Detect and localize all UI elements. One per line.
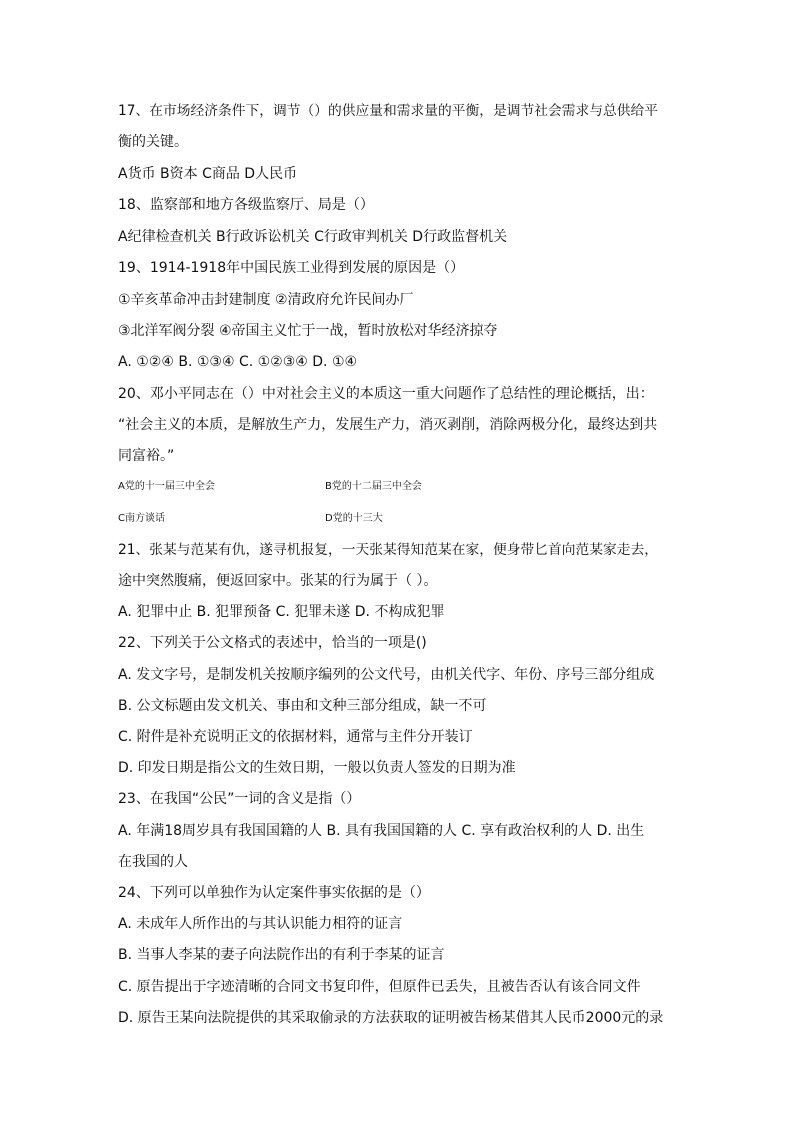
q22-option-c: C. 附件是补充说明正文的依据材料，通常与主件分开装订 xyxy=(118,729,473,745)
q23-options-line2: 在我国的人 xyxy=(118,854,188,870)
q21-stem-line2: 途中突然腹痛，便返回家中。张某的行为属于（ ）。 xyxy=(118,573,438,589)
q20-options-row1 xyxy=(118,477,678,497)
q23-options-line1: A. 年满18周岁具有我国国籍的人 B. 具有我国国籍的人 C. 享有政治权利的人 D. 出生 xyxy=(118,823,645,839)
q24-stem: 24、下列可以单独作为认定案件事实依据的是（） xyxy=(118,885,430,901)
q19-options: A. ①②④ B. ①③④ C. ①②③④ D. ①④ xyxy=(118,354,358,370)
q17-stem-line2: 衡的关键。 xyxy=(118,134,188,150)
q22-stem: 22、下列关于公文格式的表述中，恰当的一项是() xyxy=(118,635,427,651)
q22-option-b: B. 公文标题由发文机关、事由和文种三部分组成，缺一不可 xyxy=(118,698,487,714)
q20-option-b: B党的十二届三中全会 xyxy=(325,481,422,492)
q17-stem-line1: 17、在市场经济条件下，调节（）的供应量和需求量的平衡，是调节社会需求与总供给平 xyxy=(118,103,658,119)
q18-options: A纪律检查机关 B行政诉讼机关 C行政审判机关 D行政监督机关 xyxy=(118,229,508,245)
q24-option-d: D. 原告王某向法院提供的其采取偷录的方法获取的证明被告杨某借其人民币2000元的录 xyxy=(118,1010,664,1026)
q19-item-line1: ①辛亥革命冲击封建制度 ②清政府允许民间办厂 xyxy=(118,292,414,308)
q24-option-a: A. 未成年人所作出的与其认识能力相符的证言 xyxy=(118,916,403,932)
q20-option-c: C南方谈话 xyxy=(118,513,165,524)
q20-option-a: A党的十一届三中全会 xyxy=(118,481,215,492)
q20-stem-line3: 同富裕。” xyxy=(118,448,175,464)
q20-stem-line2: “社会主义的本质，是解放生产力，发展生产力，消灭剥削，消除两极分化，最终达到共 xyxy=(118,417,658,433)
q17-options: A货币 B资本 C商品 D人民币 xyxy=(118,166,298,182)
q24-option-c: C. 原告提出于字迹清晰的合同文书复印件，但原件已丢失，且被告否认有该合同文件 xyxy=(118,979,641,995)
q20-stem-line1: 20、邓小平同志在（）中对社会主义的本质这一重大问题作了总结性的理论概括，出： xyxy=(118,386,654,402)
q21-stem-line1: 21、张某与范某有仇，遂寻机报复，一天张某得知范某在家，便身带匕首向范某家走去， xyxy=(118,542,658,558)
q20-options-row2 xyxy=(118,509,678,529)
q22-option-a: A. 发文字号，是制发机关按顺序编列的公文代号，由机关代字、年份、序号三部分组成 xyxy=(118,667,655,683)
q18-stem: 18、监察部和地方各级监察厅、局是（） xyxy=(118,197,374,213)
q23-stem: 23、在我国“公民”一词的含义是指（） xyxy=(118,791,361,807)
q19-item-line2: ③北洋军阀分裂 ④帝国主义忙于一战，暂时放松对华经济掠夺 xyxy=(118,323,498,339)
q19-stem: 19、1914-1918年中国民族工业得到发展的原因是（） xyxy=(118,260,465,276)
q24-option-b: B. 当事人李某的妻子向法院作出的有利于李某的证言 xyxy=(118,947,445,963)
q22-option-d: D. 印发日期是指公文的生效日期，一般以负责人签发的日期为准 xyxy=(118,760,516,776)
q21-options: A. 犯罪中止 B. 犯罪预备 C. 犯罪未遂 D. 不构成犯罪 xyxy=(118,604,445,620)
q20-option-d: D党的十三大 xyxy=(325,513,383,524)
